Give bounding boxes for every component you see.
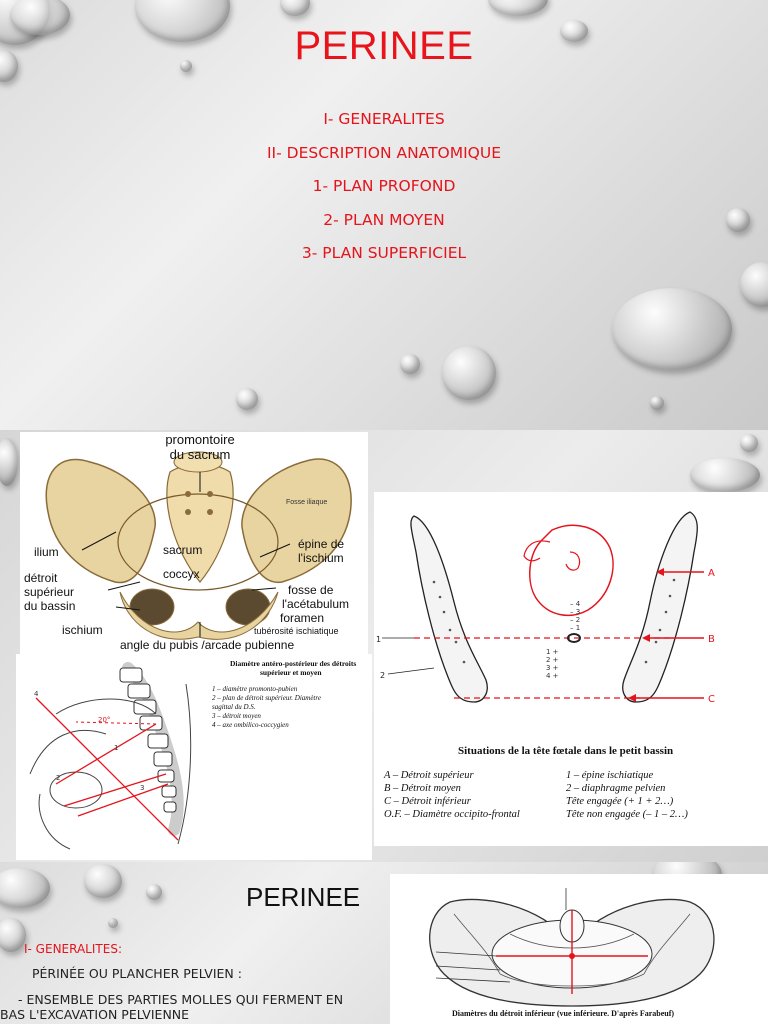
sagittal-heading: supérieur et moyen [260,668,322,677]
label-foramen: foramen [280,611,325,625]
toc-item: 1- PLAN PROFOND [312,177,456,195]
station-label: 2 + [546,656,559,664]
water-drop [146,884,162,900]
label-tuberosite: tubérosité ischiatique [254,626,339,636]
station-label: – 1 [570,624,581,632]
sagittal-legend: sagittal du D.S. [212,703,256,711]
water-drop [612,288,732,370]
water-drop [0,868,50,908]
sagittal-legend: 1 – diamètre promonto-pubien [212,685,298,693]
station-label: 4 + [546,672,559,680]
legend-right: 1 – épine ischiatique [566,770,654,781]
water-drop [0,438,18,486]
label-detroit: détroit [24,571,58,585]
section-heading: I- GENERALITES: [24,942,122,956]
number-label: 3 [140,784,145,792]
table-of-contents [0,108,768,276]
water-drop [0,918,26,952]
sagittal-image [16,654,372,860]
station-label: 3 + [546,664,559,672]
inferior-view-image [390,874,768,1024]
label-coccyx: coccyx [163,567,200,581]
sagittal-heading: Diamètre antéro-postérieur des détroits [230,659,357,668]
station-label: – 2 [570,616,581,624]
plane-letter: A [708,568,715,579]
plane-letter: C [708,694,715,705]
number-label: 1 [376,635,382,644]
label-promontoire: promontoire [165,432,235,447]
sagittal-legend: 2 – plan de détroit supérieur. Diamètre [212,694,321,702]
inferior-caption: Diamètres du détroit inférieur (vue inférieure. D'après Farabeuf) [452,1009,675,1018]
label-du-bassin: du bassin [24,599,76,613]
sagittal-legend: 4 – axe ombilico-coccygien [212,721,289,729]
water-drop [488,0,548,16]
water-drop [108,918,118,928]
body-text: - ENSEMBLE DES PARTIES MOLLES QUI FERMENT EN [18,992,344,1007]
legend-right: Tête engagée (+ 1 + 2…) [566,796,674,807]
legend-left: C – Détroit inférieur [384,796,471,807]
label-ilium: ilium [34,545,59,559]
angle-mark: 20° [98,716,111,724]
water-drop [442,346,496,400]
station-label: 1 + [546,648,559,656]
label-fosse-de: fosse de [288,583,334,597]
legend-right: Tête non engagée (– 1 – 2…) [566,809,688,820]
slide-title [0,0,768,430]
toc-item: I- GENERALITES [323,110,445,128]
water-drop [650,396,664,410]
label-fosse-iliaque: Fosse iliaque [286,499,328,506]
toc-item: 2- PLAN MOYEN [323,210,445,229]
toc-item: 3- PLAN SUPERFICIEL [301,244,467,262]
label-acetabulum: l'acétabulum [282,597,349,611]
pelvis-image [20,432,368,654]
number-label: 4 [34,690,39,698]
slide-diagrams [0,430,768,862]
plane-letter: B [708,634,715,645]
number-label: 1 [114,744,119,752]
fetal-caption: Situations de la tête fœtale dans le petit bassin [458,745,674,757]
legend-left: A – Détroit supérieur [384,770,474,781]
water-drop [280,0,310,16]
number-label: 2 [56,774,61,782]
water-drop [236,388,258,410]
water-drop [400,354,420,374]
label-angle-pubis: angle du pubis /arcade pubienne [120,638,295,652]
water-drop [84,864,122,898]
label-epine: épine de [298,537,345,551]
sagittal-legend: 3 – détroit moyen [212,712,261,720]
label-du-sacrum: du sacrum [169,447,231,462]
label-ischium: ischium [62,623,103,637]
slide-title: PERINEE [246,882,361,912]
station-label: – 3 [570,608,581,616]
legend-right: 2 – diaphragme pelvien [566,783,666,794]
slide-title: PERINEE [294,24,474,68]
legend-left: O.F. – Diamètre occipito-frontal [384,809,520,820]
water-drop [690,458,760,492]
number-label: 2 [380,671,386,680]
label-superieur: supérieur [24,585,75,599]
body-text: PÉRINÉE OU PLANCHER PELVIEN : [32,966,242,981]
fetal-head-image [374,492,768,846]
station-label: – 4 [570,600,581,608]
label-ischium-of: l'ischium [298,551,344,565]
legend-left: B – Détroit moyen [384,783,461,794]
water-drop [740,434,758,452]
toc-item: II- DESCRIPTION ANATOMIQUE [266,143,502,162]
label-sacrum: sacrum [163,543,203,557]
body-text: BAS L'EXCAVATION PELVIENNE [0,1007,190,1022]
